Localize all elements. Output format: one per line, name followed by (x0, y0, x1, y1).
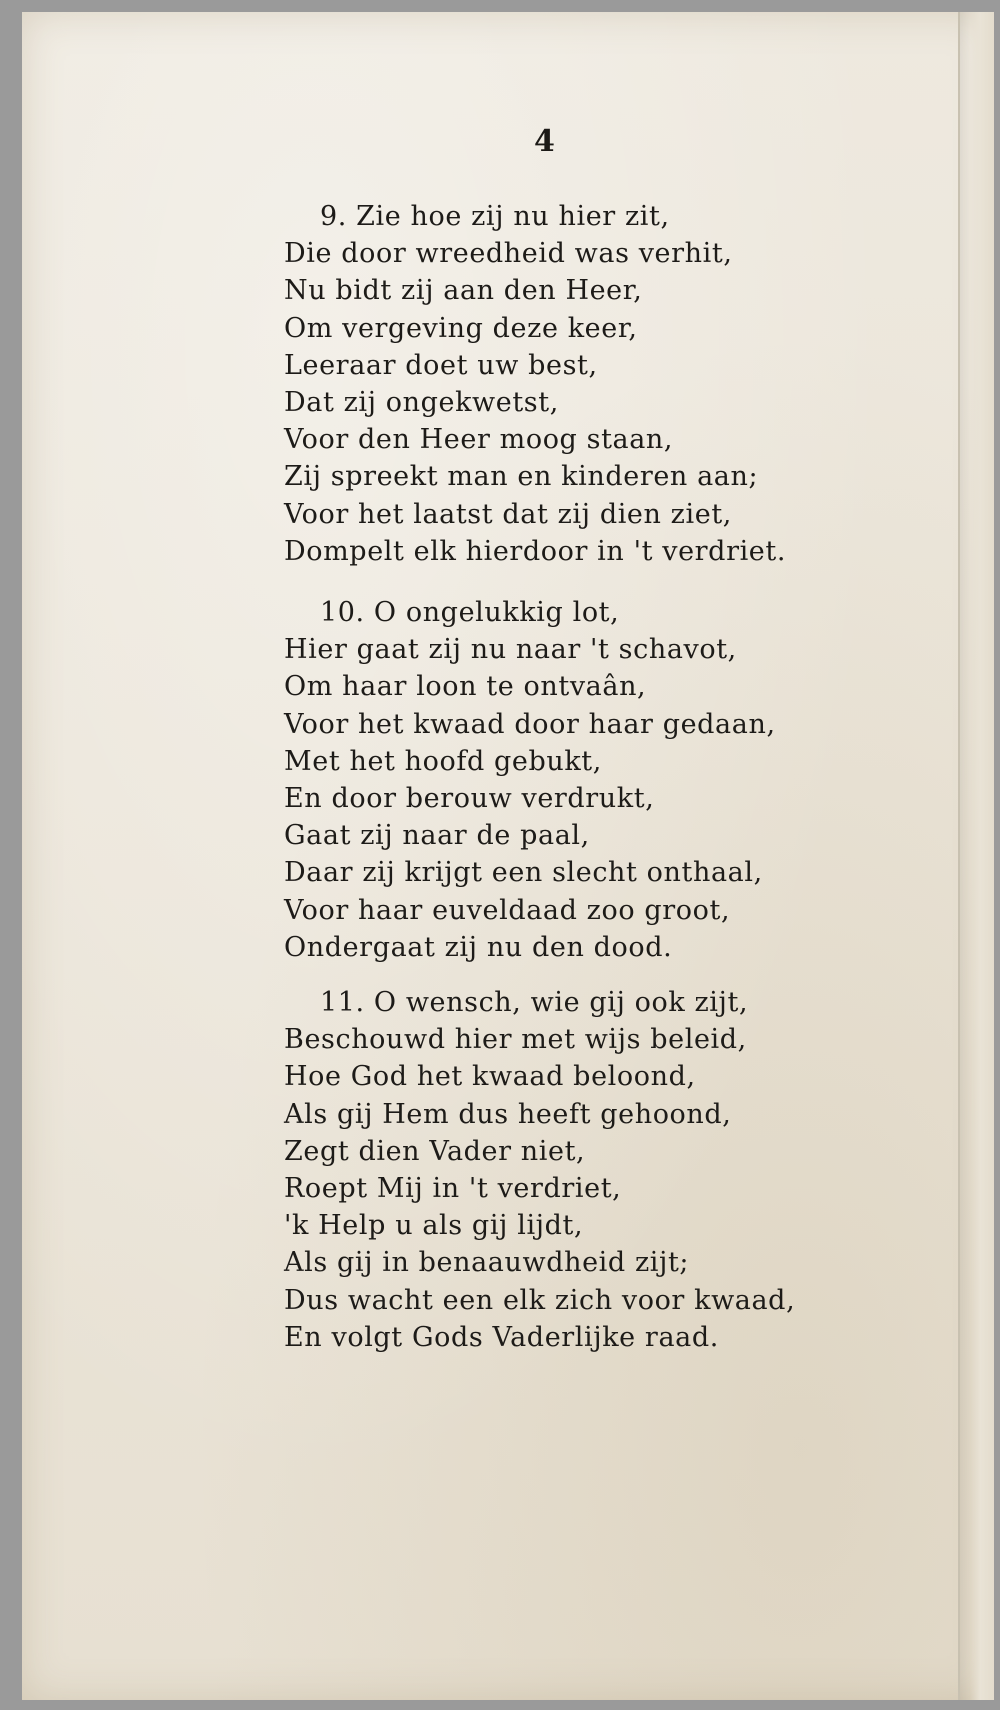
verse-line: Zij spreekt man en kinderen aan; (284, 461, 759, 493)
verse-line: Als gij in benaauwdheid zijt; (284, 1247, 690, 1279)
verse-line: Hoe God het kwaad beloond, (284, 1061, 696, 1093)
verse-line: Daar zij krijgt een slecht onthaal, (284, 857, 763, 889)
verse-line: Dus wacht een elk zich voor kwaad, (284, 1284, 796, 1316)
verse-line: Die door wreedheid was verhit, (284, 238, 733, 270)
verse-line: 10. O ongelukkig lot, (320, 597, 620, 628)
verse-line: Zegt dien Vader niet, (284, 1135, 586, 1167)
verse-line: Voor haar euveldaad zoo groot, (284, 894, 731, 926)
verse-line: Om vergeving deze keer, (284, 312, 638, 344)
verse-line: Om haar loon te ontvaân, (284, 671, 647, 703)
stanza-9 (284, 198, 786, 570)
verse-line: En door berouw verdrukt, (284, 783, 655, 815)
verse-line: 'k Help u als gij lijdt, (284, 1210, 584, 1242)
verse-line: 9. Zie hoe zij nu hier zit, (320, 201, 670, 232)
verse-line: Dompelt elk hierdoor in 't verdriet. (284, 535, 787, 567)
stanza-10 (284, 594, 776, 966)
verse-line: Voor den Heer moog staan, (284, 424, 674, 456)
page-edge (958, 12, 994, 1700)
verse-line: Roept Mij in 't verdriet, (284, 1173, 622, 1205)
verse-line: 11. O wensch, wie gij ook zijt, (320, 987, 749, 1018)
verse-line: Leeraar doet uw best, (284, 349, 598, 381)
verse-line: Met het hoofd gebukt, (284, 745, 602, 777)
verse-line: Beschouwd hier met wijs beleid, (284, 1024, 747, 1056)
verse-line: Voor het laatst dat zij dien ziet, (284, 498, 732, 530)
verse-line: Als gij Hem dus heeft gehoond, (284, 1098, 732, 1130)
verse-line: Voor het kwaad door haar gedaan, (284, 708, 776, 740)
verse-line: Dat zij ongekwetst, (284, 387, 559, 419)
verse-line: Nu bidt zij aan den Heer, (284, 275, 643, 307)
book-page (22, 12, 994, 1700)
verse-line: Ondergaat zij nu den dood. (284, 931, 673, 963)
verse-line: En volgt Gods Vaderlijke raad. (284, 1321, 719, 1353)
page-number: 4 (534, 124, 555, 159)
verse-line: Gaat zij naar de paal, (284, 820, 590, 852)
stanza-11 (284, 984, 795, 1356)
verse-line: Hier gaat zij nu naar 't schavot, (284, 634, 737, 666)
